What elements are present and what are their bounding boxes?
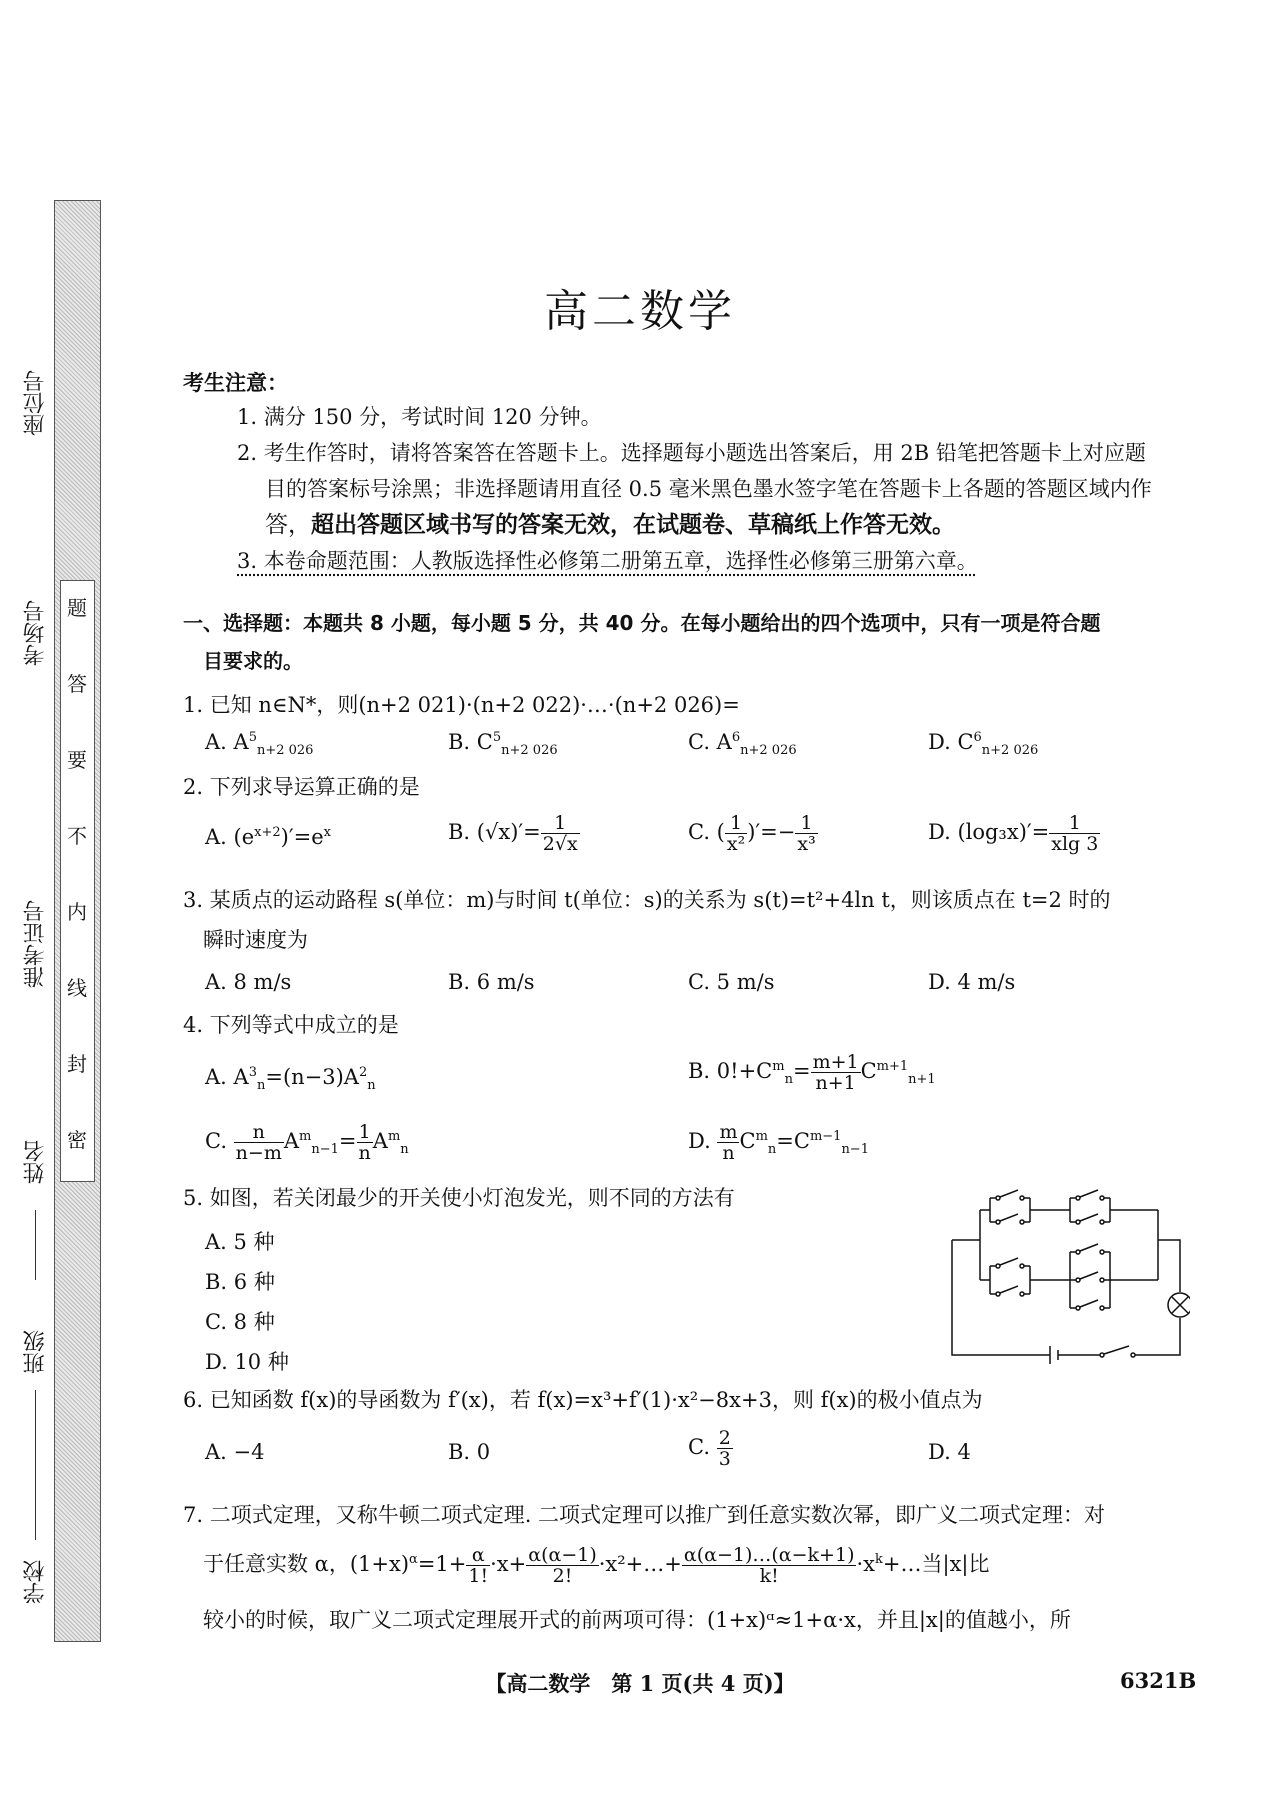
page-footer: 【高二数学 第 1 页(共 4 页)】	[485, 1671, 795, 1696]
notice-item: 目的答案标号涂黑；非选择题请用直径 0.5 毫米黑色墨水签字笔在答题卡上各题的答题区域内作	[265, 477, 1152, 501]
notice-bold-warning: 超出答题区域书写的答案无效，在试题卷、草稿纸上作答无效。	[311, 512, 955, 538]
q5-option-d[interactable]: D. 10 种	[205, 1350, 289, 1374]
q2-option-b[interactable]: B. (√x)′= $\frac{1}{2√x}$	[448, 812, 578, 855]
q1-option-c[interactable]: C. $A^6_{n+2 026}$	[688, 730, 797, 759]
notice-heading: 考生注意：	[183, 371, 288, 395]
q4-option-c[interactable]: C. $\frac{n}{n-m}$ $A^m_{n-1}=$ $\frac{1}{n}$ $A^m_n$	[205, 1121, 409, 1164]
q7-line: 7. 二项式定理，又称牛顿二项式定理. 二项式定理可以推广到任意实数次幂，即广义二项式定理：对	[183, 1503, 1106, 1527]
class-label: 班级	[23, 1330, 48, 1374]
seal-char: 线	[67, 976, 87, 1000]
q5-option-b[interactable]: B. 6 种	[205, 1270, 275, 1294]
seal-char: 封	[67, 1052, 87, 1076]
q1-option-a-label: A. A	[205, 730, 249, 754]
q5-option-a[interactable]: A. 5 种	[205, 1230, 275, 1254]
q1-option-c-label: C. A	[688, 730, 732, 754]
q2-stem: 2. 下列求导运算正确的是	[183, 775, 420, 799]
paper-code: 6321B	[1120, 1668, 1197, 1693]
q2-option-a[interactable]: A. $(e^{x+2})'=e^x$	[205, 825, 331, 849]
q2-option-c[interactable]: C. ( $\frac{1}{\text{x²}}$ )′=− $\frac{1}{\text{x³}}$	[688, 812, 816, 855]
q3-option-a[interactable]: A. 8 m/s	[205, 970, 292, 994]
q3-option-c[interactable]: C. 5 m/s	[688, 970, 775, 994]
q1-option-d-label: D. C	[928, 730, 974, 754]
q7-line: 较小的时候，取广义二项式定理展开式的前两项可得：(1+x)ᵅ≈1+α·x，并且|x|的值越小，所	[203, 1608, 1071, 1632]
q4-option-a[interactable]: A. $A^3_n=(n-3)A^2_n$	[205, 1065, 376, 1094]
q5-option-c[interactable]: C. 8 种	[205, 1310, 275, 1334]
name-field-line[interactable]	[35, 1210, 36, 1280]
section-heading-cont: 目要求的。	[203, 649, 303, 673]
q1-option-a[interactable]: A. $A^5_{n+2 026}$	[205, 730, 314, 759]
exam-room-label: 考场号	[23, 600, 48, 666]
notice-item: 答，	[265, 512, 311, 538]
name-label: 姓名	[23, 1140, 48, 1184]
q4-stem: 4. 下列等式中成立的是	[183, 1013, 399, 1037]
q1-option-b[interactable]: B. $C^5_{n+2 026}$	[448, 730, 558, 759]
page-title: 高二数学	[544, 286, 736, 337]
notice-item-line	[265, 510, 955, 540]
q1-option-d[interactable]: D. $C^6_{n+2 026}$	[928, 730, 1039, 759]
section-heading: 一、选择题：本题共 8 小题，每小题 5 分，共 40 分。在每小题给出的四个选项中，只有一项是符合题	[183, 611, 1101, 635]
seat-number-label: 座位号	[23, 370, 48, 436]
q6-option-b[interactable]: B. 0	[448, 1440, 491, 1464]
seal-char: 答	[67, 672, 87, 696]
q6-option-a[interactable]: A. −4	[205, 1440, 265, 1464]
seal-char: 要	[67, 748, 87, 772]
seal-char: 不	[67, 824, 87, 848]
q1-stem: 1. 已知 n∈N*，则(n+2 021)·(n+2 022)·…·(n+2 026)=	[183, 693, 740, 717]
q4-option-b[interactable]: B. $0!+C^m_n=$ $\frac{m+1}{n+1}$ $C^{m+1}_{n+1}$	[688, 1051, 936, 1094]
q6-stem: 6. 已知函数 f(x)的导函数为 f′(x)，若 f(x)=x³+f′(1)·x²−8x+3，则 f(x)的极小值点为	[183, 1388, 983, 1412]
admission-number-label: 准考证号	[23, 900, 48, 988]
q5-stem: 5. 如图，若关闭最少的开关使小灯泡发光，则不同的方法有	[183, 1186, 735, 1210]
notice-item: 2. 考生作答时，请将答案答在答题卡上。选择题每小题选出答案后，用 2B 铅笔把答题卡上对应题	[237, 441, 1146, 465]
q6-option-c-label: C.	[688, 1435, 710, 1459]
q3-stem: 3. 某质点的运动路程 s(单位：m)与时间 t(单位：s)的关系为 s(t)=t²+4ln t，则该质点在 t=2 时的	[183, 888, 1111, 912]
q3-stem-cont: 瞬时速度为	[203, 928, 308, 952]
q6-option-c[interactable]: C. $\frac{2}{3}$	[688, 1427, 731, 1470]
q3-option-b[interactable]: B. 6 m/s	[448, 970, 535, 994]
q1-option-b-label: B. C	[448, 730, 493, 754]
seal-char: 题	[67, 596, 87, 620]
class-field-line[interactable]	[35, 1390, 36, 1540]
seal-char: 内	[67, 900, 87, 924]
q4-option-d[interactable]: D. $\frac{m}{n}$ $C^m_n=C^{m-1}_{n-1}$	[688, 1121, 869, 1164]
notice-item: 1. 满分 150 分，考试时间 120 分钟。	[237, 405, 602, 429]
q2-option-d[interactable]: D. (log₃x)′= $\frac{1}{xlg 3}$	[928, 812, 1099, 855]
seal-char: 密	[67, 1128, 87, 1152]
school-label: 学校	[23, 1560, 48, 1604]
q3-option-d[interactable]: D. 4 m/s	[928, 970, 1016, 994]
q6-option-d[interactable]: D. 4	[928, 1440, 971, 1464]
notice-item: 3. 本卷命题范围：人教版选择性必修第二册第五章，选择性必修第三册第六章。	[237, 549, 978, 573]
circuit-diagram	[940, 1180, 1190, 1380]
q7-formula-line: 于任意实数 α，$(1+x)^\alpha=1+$ $\frac{\alpha}{1!}$ ·x+ $\frac{\alpha(\alpha-1)}{2!}$ ·x²+…+ $\frac{\alpha(\alpha-1)\dots(\alpha-k+1)}{k!}$ $\cdot x^k+\dots$当|x|比	[203, 1544, 990, 1587]
